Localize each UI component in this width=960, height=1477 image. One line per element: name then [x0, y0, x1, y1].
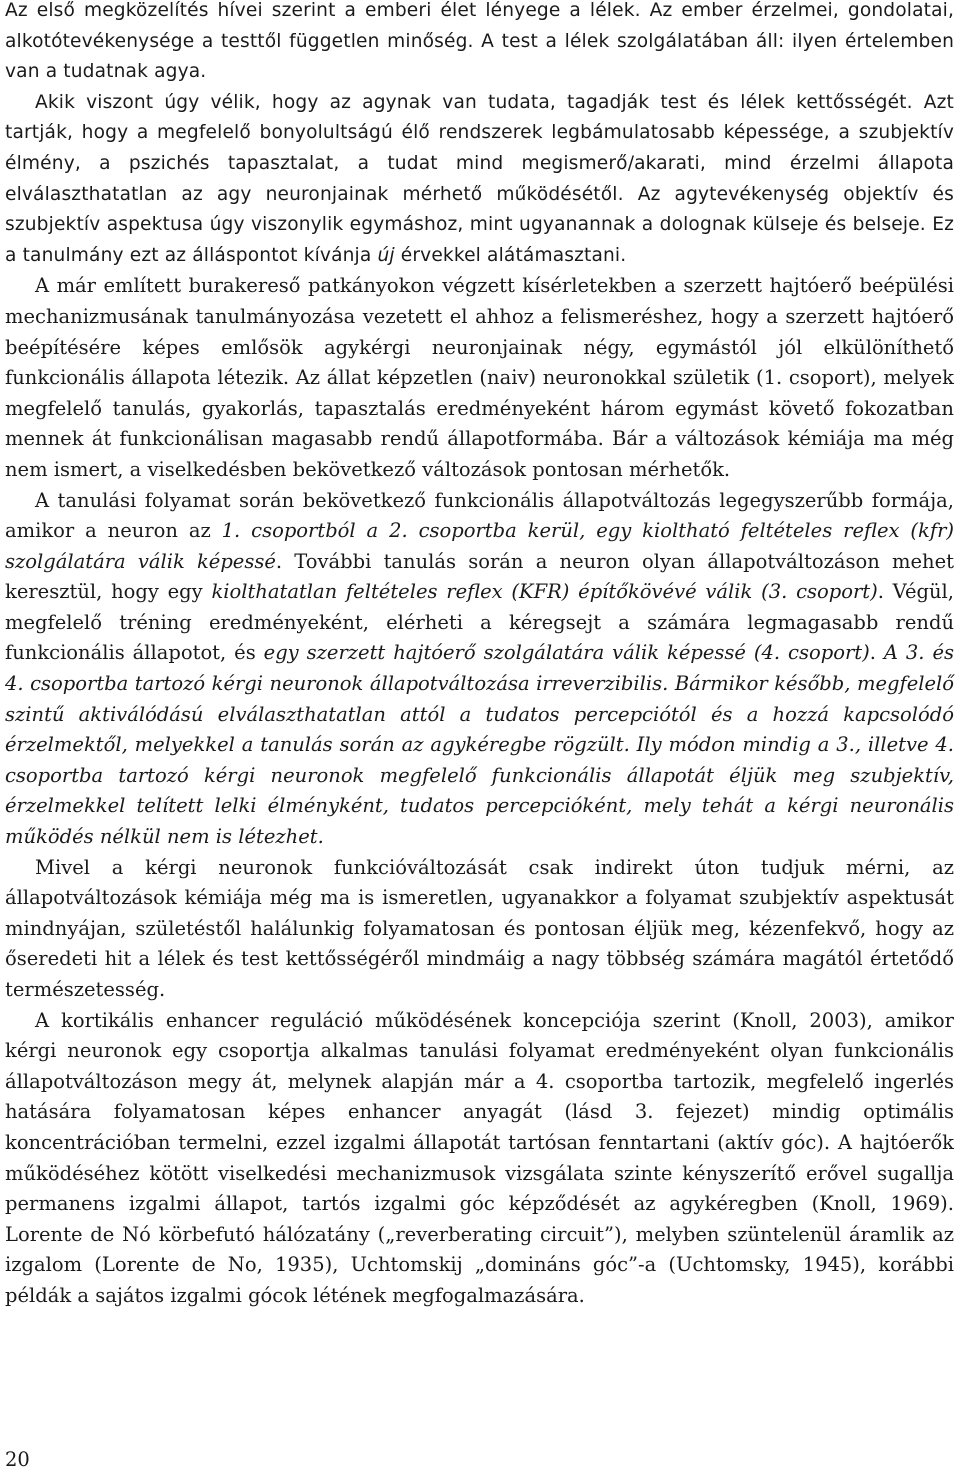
paragraph-monism-emphasis: új	[377, 244, 395, 266]
paragraph-neuron-states-text: A már említett burakereső patkányokon végzett kísérletekben a szerzett hajtóerő beépülési mechanizmusának tanulmányozása vezetett el ahhoz a felismeréshez, hogy a szerzett hajtóerő beépítésére képes emlősök agykérgi neuronjainak négy, egymástól jól elkülöníthető funkcionális állapota létezik. Az állat képzetlen (naiv) neuronokkal születik (1. csoport), melyek megfelelő tanulás, gyakorlás, tapasztalás eredményeként három egymást követő fokozatban mennek át funkcionálisan magasabb rendű állapotformába. Bár a változások kémiája ma még nem ismert, a viselkedésben bekövetkező változások pontosan mérhetők.	[5, 274, 954, 481]
paragraph-monism-end: érvekkel alátámasztani.	[394, 244, 627, 266]
learning-italic-4: A 3. és 4. csoportba tartozó kérgi neuronok állapotváltozása irreverzibilis. Bármikor később, megfelelő szintű aktiválódású elválaszthatatlan attól a tudatos percepciótól és a hozzá kapcsolódó érzelmektől, melyekkel a tanulás során az agykéregbe rögzült. Ily módon mindig a 3., illetve 4. csoportba tartozó kérgi neuronok megfelelő funkcionális állapotát éljük meg szubjektív, érzelmekkel telített lelki élményként, tudatos percepcióként, mely tehát a kérgi neuronális működés nélkül nem is létezhet.	[5, 641, 954, 849]
learning-italic-1: 1. csoportból a 2. csoportba kerül, egy kiolthatό feltételes reflex (kfr) szolgálatára válik képessé	[5, 519, 954, 573]
paragraph-indirect-measurement-text: Mivel a kérgi neuronok funkcióváltozását csak indirekt úton tudjuk mérni, az állapotváltozások kémiája még ma is ismeretlen, ugyanakkor a folyamat szubjektív aspektusát mindnyájan, születéstől halálunkig folyamatosan és pontosan éljük meg, kézenfekvő, hogy az őseredeti hit a lélek és test kettősségéről mindmáig a nagy többség számára magától értetődő természetesség.	[5, 855, 954, 1001]
paragraph-neuron-states	[5, 271, 954, 485]
paragraph-dualism	[5, 0, 954, 88]
learning-italic-2: kiolthatatlan feltételes reflex (KFR) építőkövévé válik (3. csoport)	[211, 580, 878, 604]
paragraph-monism-text: Akik viszont úgy vélik, hogy az agynak van tudata, tagadják test és lélek kettősségét. Azt tartják, hogy a megfelelő bonyolultságú élő rendszerek legbámulatosabb képessége, a szubjektív élmény, a pszichés tapasztalat, a tudat mind megismerő/akarati, mind érzelmi állapota elválaszthatatlan az agy neuronjainak mérhető működésétől. Az agytevékenység objektív és szubjektív aspektusa úgy viszonylik egymáshoz, mint ugyanannak a dolognak külseje és belseje. Ez a tanulmány ezt az álláspontot kívánja	[5, 91, 954, 266]
paragraph-monism	[5, 88, 954, 272]
learning-text-4: .	[869, 641, 884, 665]
learning-text-1: A tanulási folyamat során bekövetkező funkcionális állapotváltozás legegyszerűbb formája, amikor a neuron az	[5, 488, 954, 543]
paragraph-learning-process	[5, 486, 954, 853]
page-number: 20	[5, 1448, 30, 1471]
learning-text-3: . Végül, megfelelő tréning eredményeként, elérheti a kéregsejt a számára legmagasabb rendű funkcionális állapotot, és	[5, 580, 954, 665]
learning-italic-3: egy szerzett hajtóerő szolgálatára válik képessé (4. csoport)	[263, 641, 870, 665]
paragraph-enhancer-regulation	[5, 1006, 954, 1312]
paragraph-dualism-text: Az első megközelítés hívei szerint a emberi élet lényege a lélek. Az ember érzelmei, gondolatai, alkotótevékenysége a testtől független minőség. A test a lélek szolgálatában áll: ilyen értelemben van a tudatnak agya.	[5, 0, 954, 83]
learning-text-2: . További tanulás során a neuron olyan állapotváltozáson mehet keresztül, hogy egy	[5, 549, 954, 604]
paragraph-indirect-measurement	[5, 853, 954, 1006]
paragraph-enhancer-regulation-text: A kortikális enhancer reguláció működésének koncepciója szerint (Knoll, 2003), amikor kérgi neuronok egy csoportja alkalmas tanulási folyamat eredményeként olyan funkcionális állapotváltozáson megy át, melynek alapján már a 4. csoportba tartozik, megfelelő ingerlés hatására folyamatosan képes enhancer anyagát (lásd 3. fejezet) mindig optimális koncentrációban termelni, ezzel izgalmi állapotát tartósan fenntartani (aktív góc). A hajtóerők működéséhez kötött viselkedési mechanizmusok vizsgálata szinte kényszerítő erővel sugallja permanens izgalmi állapot, tartós izgalmi góc képződését az agykéregben (Knoll, 1969). Lorente de Nó körbefutó hálózatány („reverberating circuit”), melyben szüntelenül áramlik az izgalom (Lorente de No, 1935), Uchtomskij „domináns góc”-a (Uchtomsky, 1945), korábbi példák a sajátos izgalmi gócok létének megfogalmazására.	[5, 1008, 954, 1307]
body-text	[5, 0, 954, 1312]
